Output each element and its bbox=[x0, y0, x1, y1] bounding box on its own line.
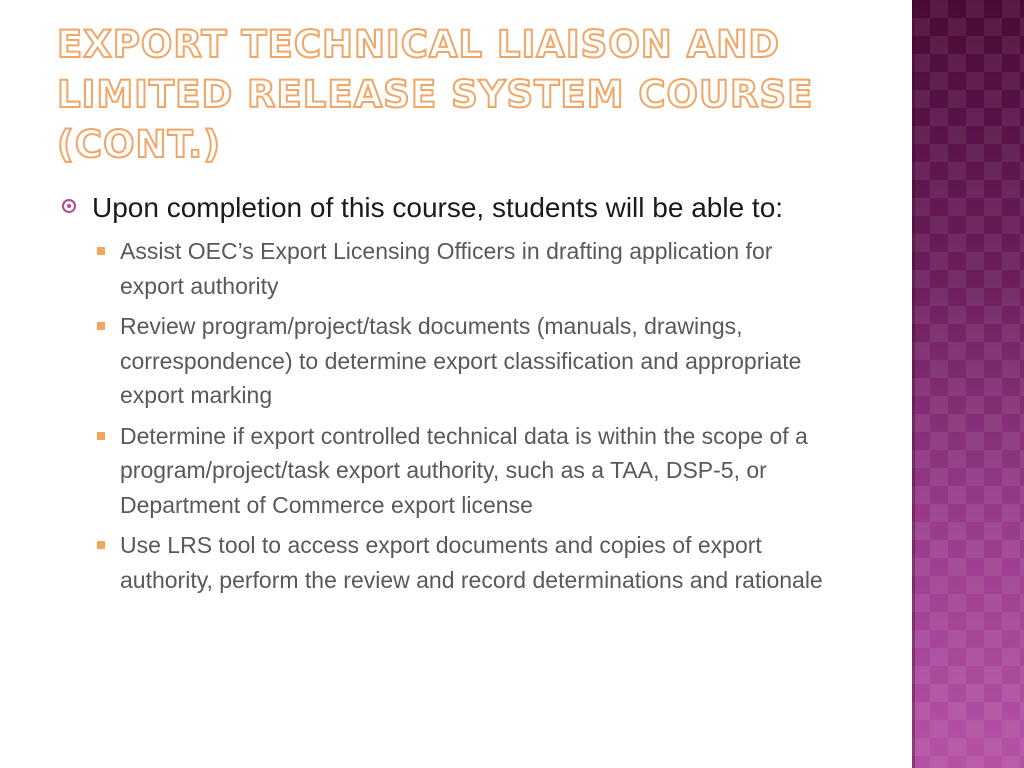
list-item-text: Use LRS tool to access export documents and copies of export authority, perform the review and record determinations and rationale bbox=[120, 532, 823, 593]
slide-title: EXPORT TECHNICAL LIAISON AND LIMITED RELEASE SYSTEM COURSE (CONT.) bbox=[57, 23, 814, 166]
intro-bullet bbox=[62, 190, 842, 226]
list-item bbox=[62, 234, 842, 303]
decorative-side-band bbox=[912, 0, 1024, 768]
list-item bbox=[62, 528, 842, 597]
slide-content bbox=[62, 190, 842, 603]
list-item-text: Review program/project/task documents (manuals, drawings, correspondence) to determine export classification and appropriate export marking bbox=[120, 313, 802, 408]
list-item-text: Determine if export controlled technical data is within the scope of a program/project/task export authority, such as a TAA, DSP-5, or Department of Commerce export license bbox=[120, 422, 808, 518]
square-bullet-icon bbox=[97, 247, 105, 255]
list-item-text: Assist OEC’s Export Licensing Officers in drafting application for export authority bbox=[120, 238, 773, 299]
circle-bullet-icon bbox=[62, 199, 76, 213]
side-band-edge bbox=[912, 0, 915, 768]
square-bullet-icon bbox=[97, 541, 105, 549]
list-item bbox=[62, 419, 842, 523]
intro-text: Upon completion of this course, students will be able to: bbox=[92, 192, 784, 223]
square-bullet-icon bbox=[97, 322, 105, 330]
square-bullet-icon bbox=[97, 432, 105, 440]
objectives-list bbox=[62, 234, 842, 597]
list-item bbox=[62, 309, 842, 413]
